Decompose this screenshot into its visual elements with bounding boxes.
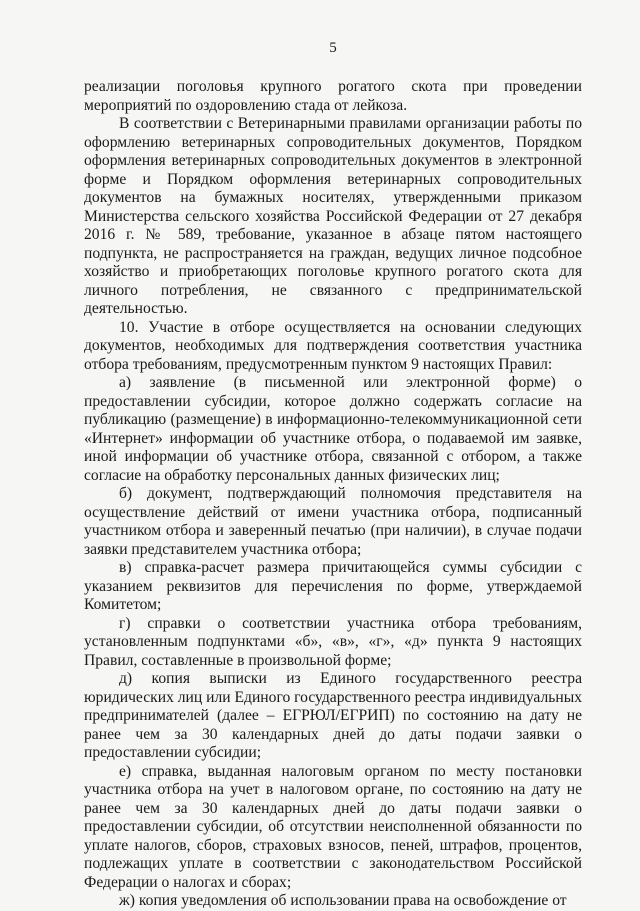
paragraph: ж) копия уведомления об использовании права на освобождение от xyxy=(119,892,567,909)
paragraph: д) копия выписки из Единого государственного реестра юридических лиц или Единого государственного реестра индивидуальных предпринимателей (далее – ЕГРЮЛ/ЕГРИП) по состоянию на дату не ранее чем за 30 календарных дней до даты подачи заявки о предоставлении субсидии; xyxy=(84,670,582,761)
document-body xyxy=(84,78,582,911)
paragraph: е) справка, выданная налоговым органом по месту постановки участника отбора на учет в налоговом органе, по состоянию на дату не ранее чем за 30 календарных дней до даты подачи заявки о предоставлении субсидии, об отсутствии неисполненной обязанности по уплате налогов, сборов, страховых взносов, пеней, штрафов, процентов, подлежащих уплате в соответствии с законодательством Российской Федерации о налогах и сборах; xyxy=(84,762,582,891)
paragraph: 10. Участие в отборе осуществляется на основании следующих документов, необходимых для подтверждения соответствия участника отбора требованиям, предусмотренным пунктом 9 настоящих Правил: xyxy=(84,318,582,373)
paragraph: а) заявление (в письменной или электронной форме) о предоставлении субсидии, которое должно содержать согласие на публикацию (размещение) в информационно-телекоммуникационной сети «Интернет» информации об участнике отбора, о подаваемой им заявке, иной информации об участнике отбора, связанной с отбором, а также согласие на обработку персональных данных физических лиц; xyxy=(84,374,582,484)
paragraph: в) справка-расчет размера причитающейся суммы субсидии с указанием реквизитов для перечисления по форме, утверждаемой Комитетом; xyxy=(84,559,582,613)
page-number: 5 xyxy=(329,40,337,56)
paragraph: реализации поголовья крупного рогатого скота при проведении мероприятий по оздоровлению стада от лейкоза. xyxy=(84,78,582,114)
paragraph: б) документ, подтверждающий полномочия представителя на осуществление действий от имени участника отбора, подписанный участником отбора и заверенный печатью (при наличии), в случае подачи заявки представителем участника отбора; xyxy=(84,485,582,558)
paragraph: г) справки о соответствии участника отбора требованиям, установленным подпунктами «б», «в», «г», «д» пункта 9 настоящих Правил, составленные в произвольной форме; xyxy=(84,614,582,669)
paragraph: В соответствии с Ветеринарными правилами организации работы по оформлению ветеринарных сопроводительных документов, Порядком оформления ветеринарных сопроводительных документов в электронной форме и Порядком оформления ветеринарных сопроводительных документов на бумажных носителях, утвержденными приказом Министерства сельского хозяйства Российской Федерации от 27 декабря 2016 г. № 589, требование, указанное в абзаце пятом настоящего подпункта, не распространяется на граждан, ведущих личное подсобное хозяйство и приобретающих поголовье крупного рогатого скота для личного потребления, не связанного с предпринимательской деятельностью. xyxy=(84,115,582,317)
